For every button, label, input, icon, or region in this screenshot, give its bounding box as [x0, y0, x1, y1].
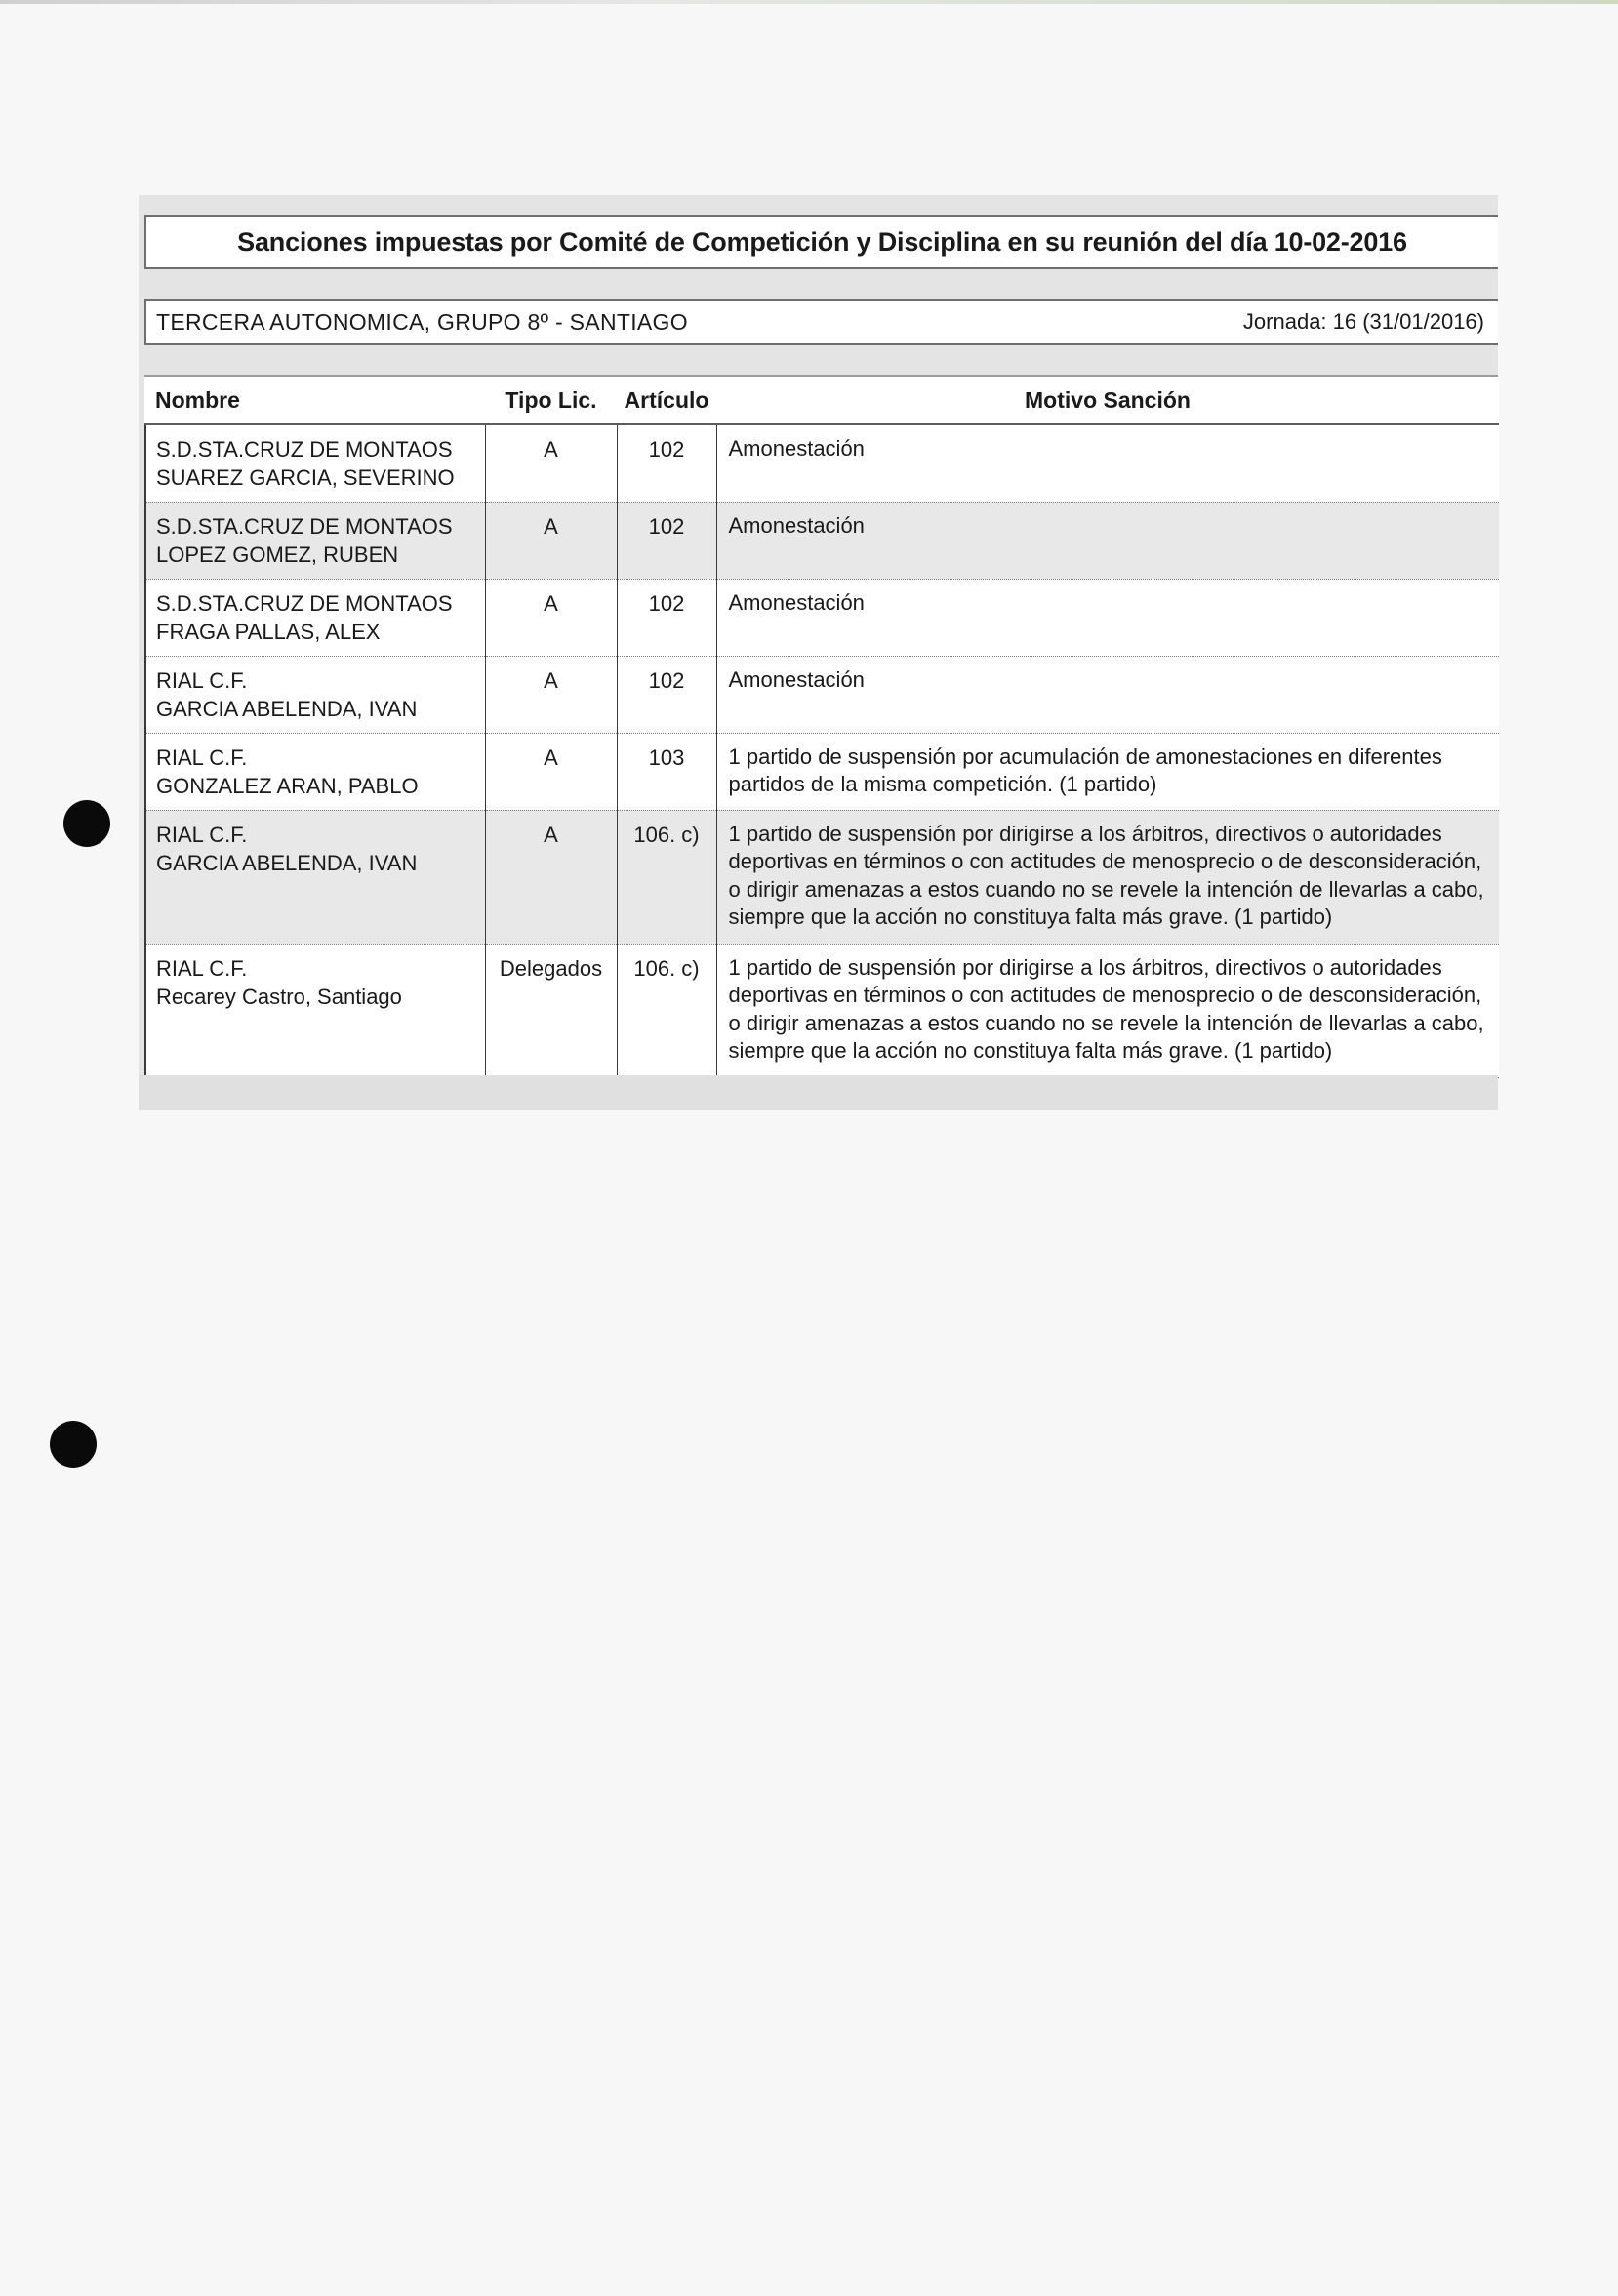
report-title: Sanciones impuestas por Comité de Competición y Disciplina en su reunión del día 10-02-2016 [237, 226, 1407, 257]
table-row [145, 579, 1499, 656]
nombre-cell [145, 579, 485, 656]
motivo-cell: Amonestación [716, 502, 1499, 579]
articulo-cell: 102 [617, 424, 716, 502]
tipo-cell: Delegados [485, 944, 617, 1077]
articulo-cell: 102 [617, 579, 716, 656]
table-header-row [145, 377, 1499, 424]
tipo-cell: A [485, 656, 617, 733]
motivo-cell: Amonestación [716, 424, 1499, 502]
table-row [145, 656, 1499, 733]
competition-name: TERCERA AUTONOMICA, GRUPO 8º - SANTIAGO [156, 308, 688, 335]
table-row [145, 810, 1499, 944]
nombre-cell [145, 810, 485, 944]
motivo-cell: 1 partido de suspensión por dirigirse a los árbitros, directivos o autoridades deportivas en términos o con actitudes de menosprecio o de desconsideración, o dirigir amenazas a estos cuando no se revele la intención de llevarlas a cabo, siempre que la acción no constituya falta más grave. (1 partido) [716, 944, 1499, 1077]
nombre-cell [145, 733, 485, 810]
motivo-cell: Amonestación [716, 656, 1499, 733]
sanctions-table [144, 377, 1499, 1078]
player-name: LOPEZ GOMEZ, RUBEN [156, 542, 399, 567]
motivo-cell: Amonestación [716, 579, 1499, 656]
motivo-cell: 1 partido de suspensión por dirigirse a los árbitros, directivos o autoridades deportivas en términos o con actitudes de menosprecio o de desconsideración, o dirigir amenazas a estos cuando no se revele la intención de llevarlas a cabo, siempre que la acción no constituya falta más grave. (1 partido) [716, 810, 1499, 944]
sanctions-table-wrap [144, 375, 1498, 1077]
club-name: S.D.STA.CRUZ DE MONTAOS [156, 437, 453, 462]
table-row [145, 944, 1499, 1077]
articulo-cell: 102 [617, 656, 716, 733]
table-row [145, 733, 1499, 810]
club-name: RIAL C.F. [156, 667, 248, 693]
club-name: S.D.STA.CRUZ DE MONTAOS [156, 513, 453, 539]
column-header-motivo: Motivo Sanción [716, 377, 1499, 424]
tipo-cell: A [485, 502, 617, 579]
tipo-cell: A [485, 424, 617, 502]
player-name: SUAREZ GARCIA, SEVERINO [156, 465, 455, 490]
club-name: RIAL C.F. [156, 955, 248, 981]
nombre-cell [145, 944, 485, 1077]
report-title-box [144, 215, 1498, 269]
player-name: FRAGA PALLAS, ALEX [156, 619, 381, 644]
report-footer-band [139, 1075, 1498, 1110]
nombre-cell [145, 656, 485, 733]
table-row [145, 502, 1499, 579]
scan-edge [0, 0, 1618, 4]
tipo-cell: A [485, 733, 617, 810]
player-name: GARCIA ABELENDA, IVAN [156, 850, 418, 875]
articulo-cell: 103 [617, 733, 716, 810]
table-row [145, 424, 1499, 502]
sanctions-report [139, 195, 1498, 1110]
articulo-cell: 102 [617, 502, 716, 579]
tipo-cell: A [485, 579, 617, 656]
player-name: GONZALEZ ARAN, PABLO [156, 773, 419, 798]
column-header-nombre: Nombre [145, 377, 485, 424]
nombre-cell [145, 502, 485, 579]
club-name: S.D.STA.CRUZ DE MONTAOS [156, 590, 453, 616]
articulo-cell: 106. c) [617, 944, 716, 1077]
punch-hole [50, 1421, 97, 1468]
competition-box [144, 299, 1498, 345]
club-name: RIAL C.F. [156, 745, 248, 770]
motivo-cell: 1 partido de suspensión por acumulación de amonestaciones en diferentes partidos de la misma competición. (1 partido) [716, 733, 1499, 810]
tipo-cell: A [485, 810, 617, 944]
club-name: RIAL C.F. [156, 822, 248, 847]
articulo-cell: 106. c) [617, 810, 716, 944]
nombre-cell [145, 424, 485, 502]
player-name: GARCIA ABELENDA, IVAN [156, 696, 418, 721]
punch-hole [63, 800, 110, 847]
jornada-label: Jornada: 16 (31/01/2016) [1242, 309, 1484, 334]
column-header-articulo: Artículo [617, 377, 716, 424]
player-name: Recarey Castro, Santiago [156, 984, 402, 1009]
column-header-tipo: Tipo Lic. [485, 377, 617, 424]
